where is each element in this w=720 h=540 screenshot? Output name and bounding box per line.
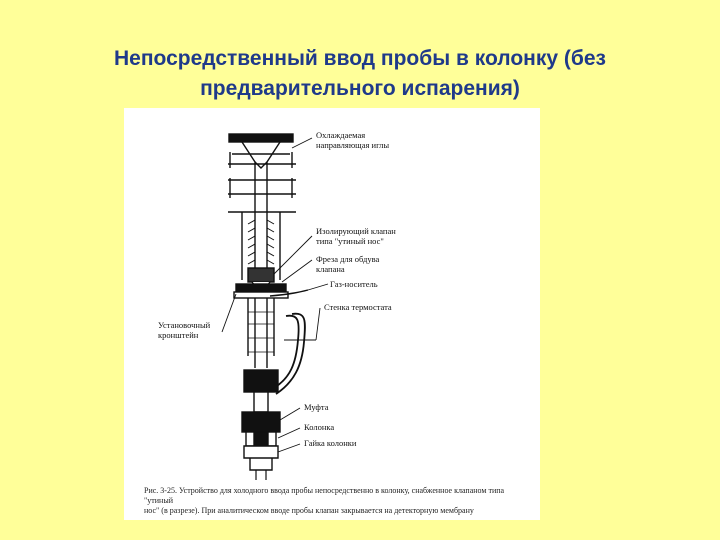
base-flange xyxy=(236,284,286,292)
label-column: Колонка xyxy=(304,422,335,432)
cooling-fins xyxy=(228,152,296,212)
lower-body xyxy=(248,298,274,356)
leader-purge xyxy=(282,260,312,282)
label-cooled-needle xyxy=(316,130,389,150)
label-purge xyxy=(316,254,379,274)
slide-title-line-1: Непосредственный ввод пробы в колонку (без xyxy=(114,47,606,70)
label-isolation-valve-line-1: Изолирующий клапан xyxy=(316,226,396,236)
leader-ferrule xyxy=(280,408,300,420)
leader-cooled-needle xyxy=(292,138,312,148)
label-isolation-valve-line-2: типа "утиный нос" xyxy=(316,236,384,246)
leader-column-nut xyxy=(278,444,300,452)
label-thermostat-wall: Стенка термостата xyxy=(324,302,392,312)
figure-caption-line-1: Рис. 3-25. Устройство для холодного ввода пробы непосредственно в колонку, снабженное клапаном типа "утиный xyxy=(144,486,505,505)
duckbill-valve xyxy=(248,268,274,282)
label-purge-line-1: Фреза для обдува xyxy=(316,254,380,264)
top-cap xyxy=(229,134,293,142)
label-purge-line-2: клапана xyxy=(316,264,345,274)
internal-ribs xyxy=(248,220,274,264)
label-bracket-line-2: кронштейн xyxy=(158,330,199,340)
leader-thermostat xyxy=(316,308,320,340)
label-ferrule: Муфта xyxy=(304,402,329,412)
figure-caption-line-2: нос" (в разрезе). При аналитическом вводе пробы клапан закрывается на детекторную мембрану xyxy=(144,506,474,515)
injector-figure xyxy=(124,108,540,520)
label-cooled-needle-line-1: Охлаждаемая xyxy=(316,130,366,140)
slide-title xyxy=(40,44,680,104)
label-column-nut: Гайка колонки xyxy=(304,438,357,448)
label-isolation-valve xyxy=(316,226,396,246)
injector-diagram xyxy=(124,108,540,520)
column-nut xyxy=(244,446,278,458)
ferrule-block-lower xyxy=(242,412,280,432)
needle-guide xyxy=(242,142,280,274)
figure-caption xyxy=(144,486,534,516)
slide-title-line-2: предварительного испарения) xyxy=(200,77,520,100)
label-bracket-line-1: Установочный xyxy=(158,320,211,330)
leader-bracket xyxy=(222,294,236,332)
leader-column xyxy=(278,428,300,438)
leader-carrier-gas xyxy=(308,284,328,290)
label-bracket xyxy=(158,320,210,340)
label-carrier-gas: Газ-носитель xyxy=(330,279,378,289)
ferrule-block-upper xyxy=(244,370,278,392)
label-cooled-needle-line-2: направляющая иглы xyxy=(316,140,390,150)
